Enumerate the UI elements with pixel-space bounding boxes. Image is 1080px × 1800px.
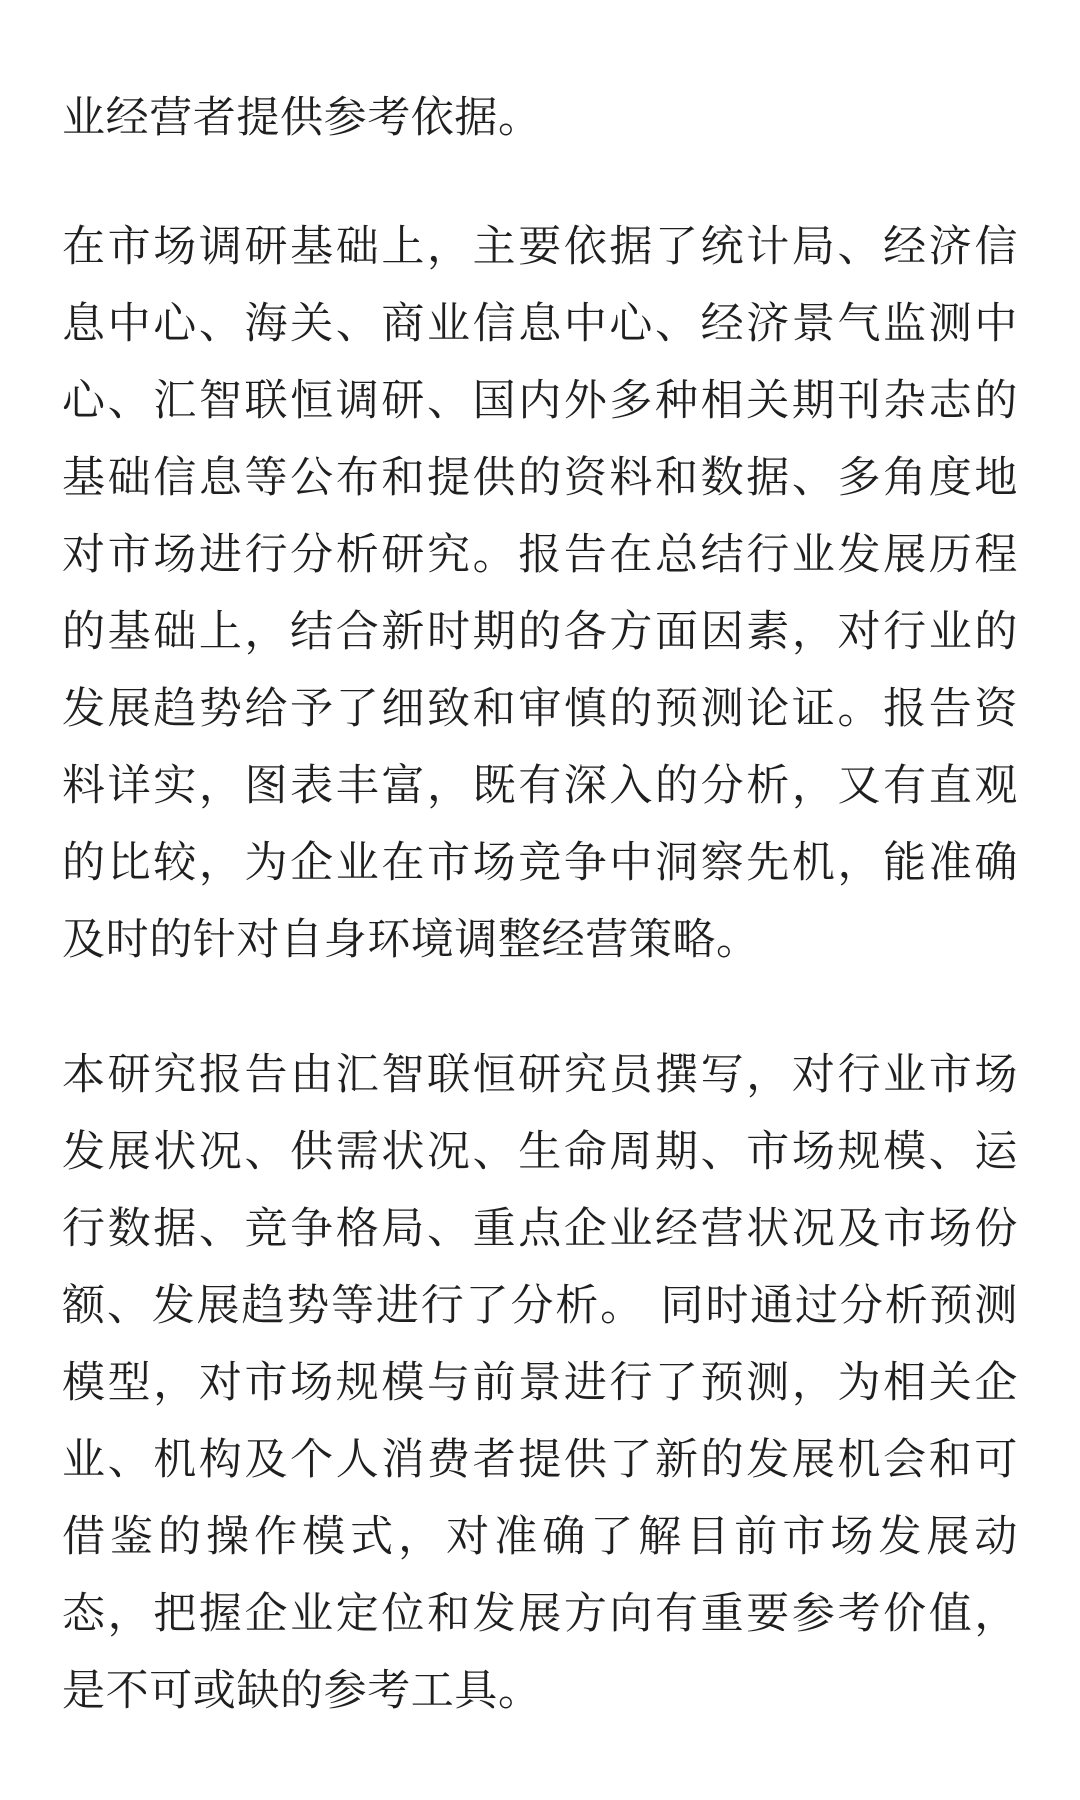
paragraph-report-summary: 本研究报告由汇智联恒研究员撰写，对行业市场发展状况、供需状况、生命周期、市场规模、运行数据、竞争格局、重点企业经营状况及市场份额、发展趋势等进行了分析。 同时通过分析预测模型，对市场规模与前景进行了预测，为相关企业、机构及个人消费者提供了新的发展机会和可借鉴的操作模式，对准确了解目前市场发展动态，把握企业定位和发展方向有重要参考价值，是不可或缺的参考工具。 bbox=[62, 1050, 1018, 1716]
paragraph-methodology: 在市场调研基础上，主要依据了统计局、经济信息中心、海关、商业信息中心、经济景气监测中心、汇智联恒调研、国内外多种相关期刊杂志的基础信息等公布和提供的资料和数据、多角度地对市场进行分析研究。报告在总结行业发展历程的基础上，结合新时期的各方面因素，对行业的发展趋势给予了细致和审慎的预测论证。报告资料详实，图表丰富，既有深入的分析，又有直观的比较，为企业在市场竞争中洞察先机，能准确及时的针对自身环境调整经营策略。 bbox=[62, 222, 1018, 965]
article-body bbox=[62, 80, 1018, 1788]
paragraph-intro-tail: 业经营者提供参考依据。 bbox=[62, 93, 542, 143]
